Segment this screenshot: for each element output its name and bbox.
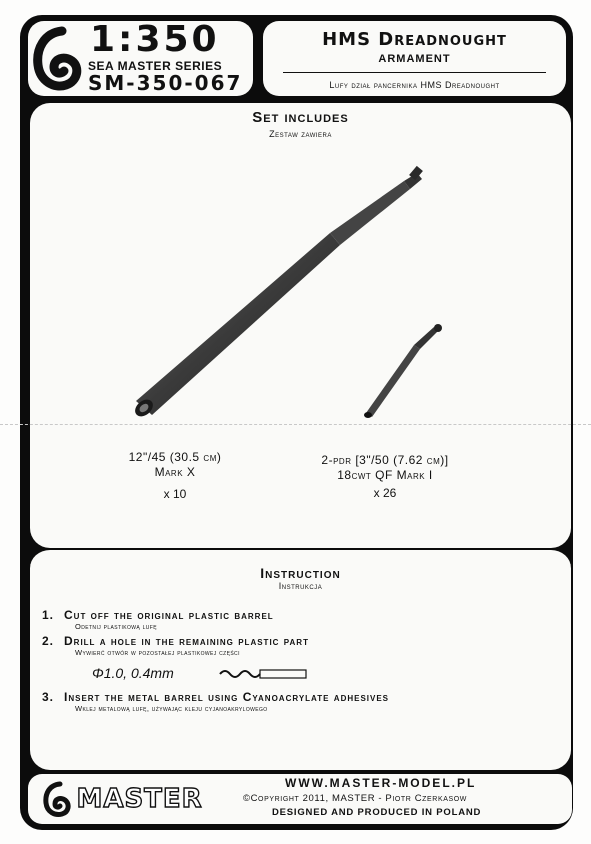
brand-name: MASTER: [76, 784, 203, 814]
ship-subtitle-pl: Lufy dział pancernika HMS Dreadnought: [329, 80, 500, 90]
master-swirl-small-icon: [42, 780, 72, 818]
set-includes-panel: [30, 103, 571, 548]
step-2: [42, 634, 309, 648]
ship-subtitle: ARMAMENT: [378, 53, 451, 65]
step-2-number: 2.: [42, 634, 55, 648]
barrel-2pdr-image: [360, 323, 450, 423]
item-2pdr-qty: x 26: [373, 486, 397, 500]
series-name: SEA MASTER SERIES: [88, 59, 223, 73]
step-2-sub: Wywierć otwór w pozostałej plastikowej części: [75, 648, 240, 657]
made-in-text: DESIGNED AND PRODUCED IN POLAND: [272, 807, 482, 818]
title-panel: [263, 21, 566, 96]
step-1-sub: Odetnij plastikową lufę: [75, 622, 157, 631]
website-link[interactable]: WWW.MASTER-MODEL.PL: [285, 776, 477, 790]
instruction-heading-pl: Instrukcja: [278, 581, 323, 591]
set-heading-pl: Zestaw zawiera: [269, 129, 332, 139]
drill-sizes: Φ1.0, 0.4mm: [92, 665, 174, 681]
step-3-number: 3.: [42, 690, 55, 704]
brand-logo: [42, 780, 203, 818]
scale-label: 1:350: [90, 19, 220, 60]
instruction-panel: [30, 548, 571, 770]
product-code: SM-350-067: [88, 71, 243, 95]
step-3: [42, 690, 389, 704]
step-1-text: Cut off the original plastic barrel: [64, 608, 274, 622]
step-1-number: 1.: [42, 608, 55, 622]
item-12in-line2: Mark X: [154, 465, 196, 479]
instruction-heading: Instruction: [260, 565, 341, 581]
step-1: [42, 608, 274, 622]
item-12in-qty: x 10: [163, 487, 187, 501]
drill-bit-icon: [218, 667, 310, 681]
set-heading: Set includes: [252, 109, 349, 126]
scale-panel: [28, 21, 253, 96]
step-2-text: Drill a hole in the remaining plastic part: [64, 634, 309, 648]
item-2pdr-caption: [265, 453, 505, 501]
master-swirl-logo-icon: [32, 25, 84, 93]
fold-line: [0, 424, 591, 425]
ship-title: HMS Dreadnought: [322, 29, 507, 50]
item-2pdr-line1: 2-pdr [3"/50 (7.62 cm)]: [321, 453, 449, 467]
footer-panel: [28, 774, 572, 824]
title-divider: [283, 72, 546, 73]
item-2pdr-line2: 18cwt QF Mark I: [337, 468, 433, 482]
copyright-text: ©Copyright 2011, MASTER - Piotr Czerkasow: [243, 793, 468, 804]
step-3-text: Insert the metal barrel using Cyanoacrylate adhesives: [64, 690, 390, 704]
item-12in-line1: 12"/45 (30.5 cm): [128, 450, 222, 464]
item-12in-caption: [100, 450, 250, 502]
step-3-sub: Wklej metalową lufę, używając kleju cyjanoakrylowego: [75, 704, 268, 713]
